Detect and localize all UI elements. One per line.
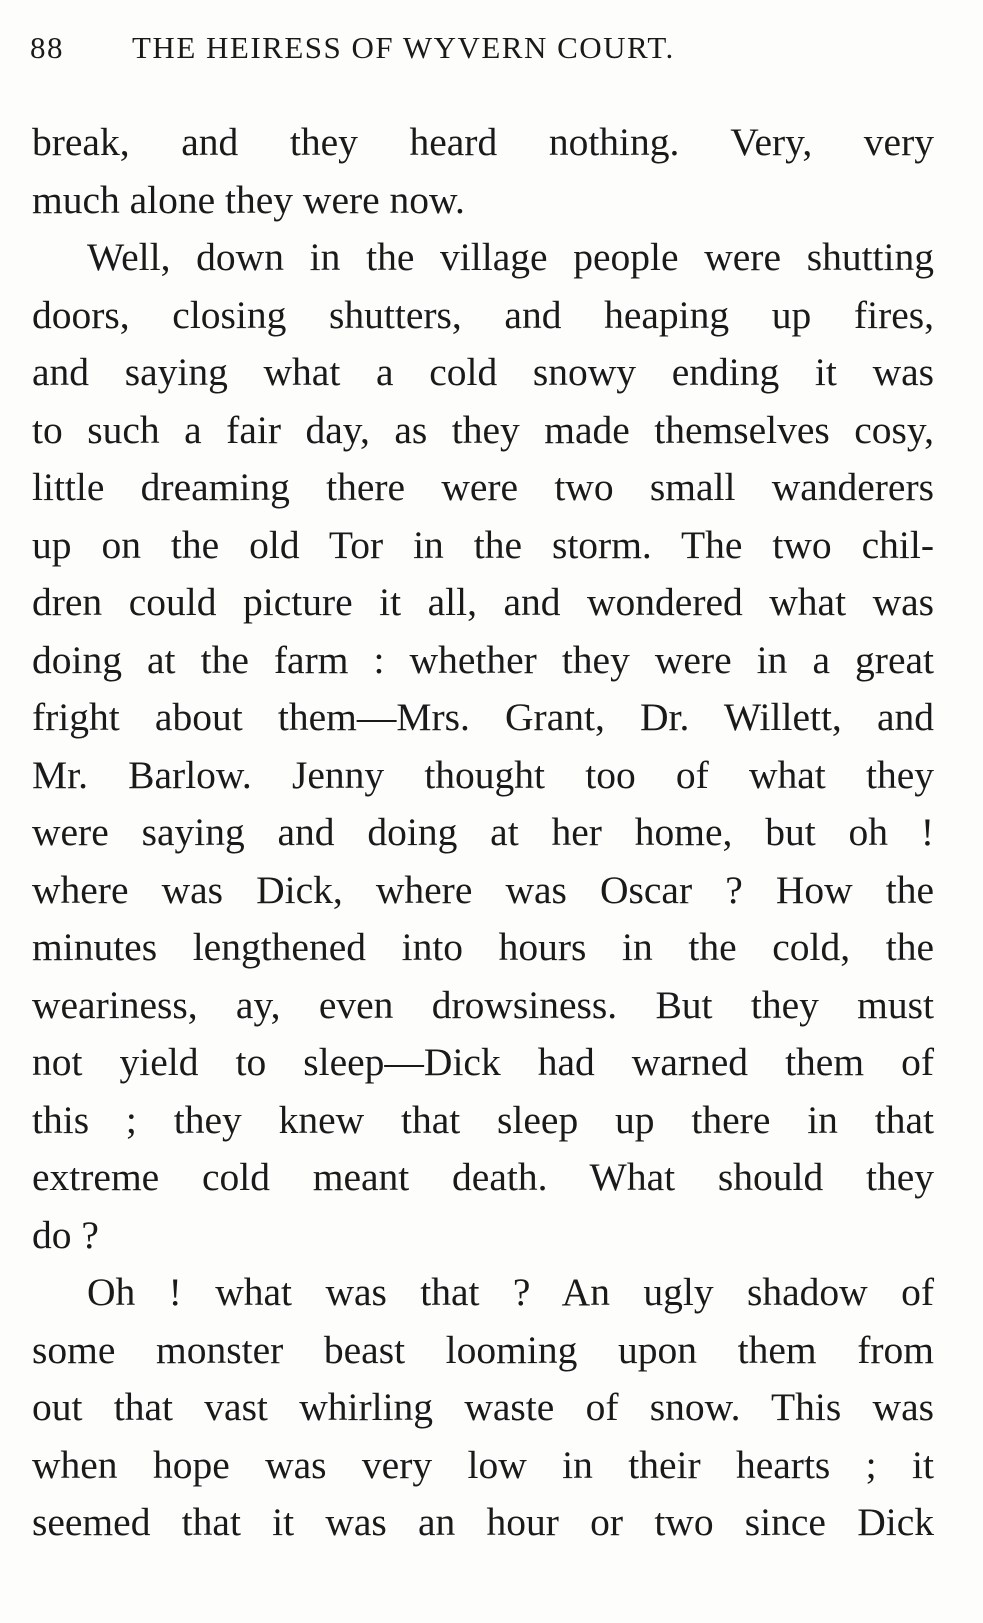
text-line: minutes lengthened into hours in the cold, the [32, 925, 934, 969]
text-line: Oh ! what was that ? An ugly shadow of [87, 1270, 934, 1314]
text-line: Well, down in the village people were shutting [87, 235, 934, 279]
text-line: break, and they heard nothing. Very, very [32, 120, 934, 164]
text-line: this ; they knew that sleep up there in that [32, 1097, 934, 1142]
running-title: THE HEIRESS OF WYVERN COURT. [132, 30, 675, 65]
body-text [32, 114, 934, 1552]
text-line: not yield to sleep—Dick had warned them of [32, 1040, 934, 1084]
paragraph-continued [32, 114, 934, 229]
text-line: Mr. Barlow. Jenny thought too of what they [32, 752, 934, 797]
text-line: extreme cold meant death. What should they [32, 1155, 934, 1199]
text-line: and saying what a cold snowy ending it was [32, 350, 934, 394]
text-line: fright about them—Mrs. Grant, Dr. Willett, and [32, 695, 934, 739]
text-line: where was Dick, where was Oscar ? How the [32, 867, 934, 912]
paragraph-shadow [32, 1264, 934, 1552]
text-line: when hope was very low in their hearts ; it [32, 1442, 934, 1487]
text-line: seemed that it was an hour or two since Dick [32, 1500, 934, 1544]
text-line: some monster beast looming upon them from [32, 1327, 934, 1372]
text-line: weariness, ay, even drowsiness. But they must [32, 982, 934, 1027]
page-number: 88 [30, 30, 64, 65]
text-line: little dreaming there were two small wanderers [32, 465, 934, 509]
text-line: out that vast whirling waste of snow. This was [32, 1385, 934, 1429]
paragraph-village [32, 229, 934, 1264]
text-line: up on the old Tor in the storm. The two chil- [32, 522, 934, 567]
text-line: were saying and doing at her home, but oh ! [32, 810, 934, 854]
text-line: doors, closing shutters, and heaping up fires, [32, 292, 934, 337]
text-line: doing at the farm : whether they were in a great [32, 637, 934, 682]
page-header [30, 28, 860, 68]
text-line: dren could picture it all, and wondered what was [32, 580, 934, 624]
text-line: much alone they were now. [32, 177, 465, 222]
text-line: to such a fair day, as they made themselves cosy, [32, 407, 934, 452]
text-line: do ? [32, 1212, 99, 1257]
